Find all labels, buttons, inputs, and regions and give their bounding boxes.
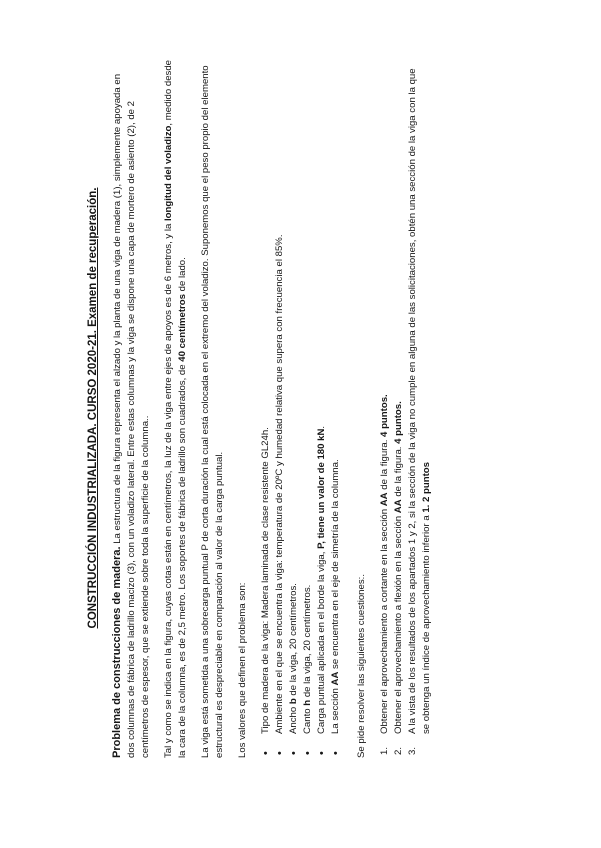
list-item-text: de la viga, 20 centímetros. (288, 583, 299, 699)
question-text: A la vista de los resultados de los apartados 1 y 2, si la sección de la viga no cumple en alguna de las solicitaciones, obtén una sección de la viga con la que se obtenga un índice de aprovechamiento inferior a (407, 68, 432, 734)
intro-text: La estructura de la figura representa el alzado y la planta de una viga de madera (1), simplemente apoyada en dos columnas de fábrica de ladrillo macizo (3), con un voladizo lateral. Entre estas columnas y la viga se dispone una capa de mortero de asiento (2), de 2 centímetros de espesor, que se extiende sobre toda la superficie de la columna.. (112, 73, 151, 758)
document-body (86, 58, 434, 758)
question-bold: AA (379, 492, 390, 507)
question-text: Obtener el aprovechamiento a cortante en la sección (379, 506, 390, 734)
dimensions-text-2: , medido desde la cara de la columna, es de 2,5 metro. Los soportes de fábrica de ladrillo son cuadrados, de (163, 59, 188, 758)
dimensions-text-1: Tal y como se indica en la figura, cuyas cotas están en centímetros, la luz de la viga entre ejes de apoyos es de 6 metros, y la (163, 220, 174, 758)
list-item-text: se encuentra en el eje de simetría de la columna. (330, 459, 341, 672)
list-item (273, 58, 287, 758)
load-paragraph: La viga está sometida a una sobrecarga puntual P de corta duración la cual está colocada en el extremo del voladizo. Suponemos que el peso propio del elemento estructural es despreciable en comparación al valor de la carga puntual. (200, 65, 225, 758)
dimensions-bold-1: longitud del voladizo (163, 125, 174, 221)
list-item-text: Tipo de madera de la viga: Madera laminada de clase resistente GL24h. (260, 427, 271, 734)
document-title: CONSTRUCCIÓN INDUSTRIALIZADA. CURSO 2020-21. Examen de recuperación. (87, 187, 99, 629)
list-item-text: Carga puntual aplicada en el borde la viga, (316, 548, 327, 734)
intro-paragraph (110, 58, 153, 758)
question-bold: AA (393, 499, 404, 514)
question-number: 1. (379, 746, 390, 755)
question-text: de la figura. (393, 443, 404, 500)
list-item-bold: P, tiene un valor de 180 kN (316, 428, 327, 549)
question-text: Obtener el aprovechamiento a flexión en la sección (393, 513, 404, 734)
question-points: 1. 2 puntos (421, 462, 432, 513)
questions-list (378, 58, 434, 758)
dimensions-paragraph (162, 58, 190, 758)
question-points: 4 puntos. (393, 401, 404, 444)
list-item (287, 58, 301, 758)
question-number: 3. (407, 746, 418, 755)
list-item (329, 58, 343, 758)
questions-intro: Se pide resolver las siguientes cuestiones:. (356, 574, 367, 758)
list-item-text: de la viga, 20 centímetros. (302, 584, 313, 700)
list-item (259, 58, 273, 758)
list-item-text: Ancho (288, 704, 299, 734)
list-item-text: Canto (302, 705, 313, 734)
list-item-bold: AA (330, 671, 341, 686)
question-number: 2. (393, 746, 404, 755)
question-item (392, 58, 406, 758)
values-list (259, 58, 343, 758)
dimensions-bold-2: 40 centímetros (177, 294, 188, 362)
problem-heading: Problema de construcciones de madera. (111, 546, 123, 758)
question-points: 4 puntos. (379, 394, 390, 437)
list-item (301, 58, 315, 758)
list-item-bold: b (288, 698, 299, 705)
list-item (315, 58, 329, 758)
list-item-text: La sección (330, 685, 341, 734)
list-item-text: . (316, 425, 327, 429)
question-text: de la figura. (379, 436, 390, 493)
question-item (406, 58, 434, 758)
question-item (378, 58, 392, 758)
list-item-text: Ambiente en el que se encuentra la viga: temperatura de 20ºC y humedad relativa que supera con frecuencia el 85%. (274, 234, 285, 734)
list-item-bold: h (302, 699, 313, 706)
dimensions-text-3: de lado. (177, 257, 188, 295)
values-intro: Los valores que definen el problema son: (237, 582, 248, 758)
